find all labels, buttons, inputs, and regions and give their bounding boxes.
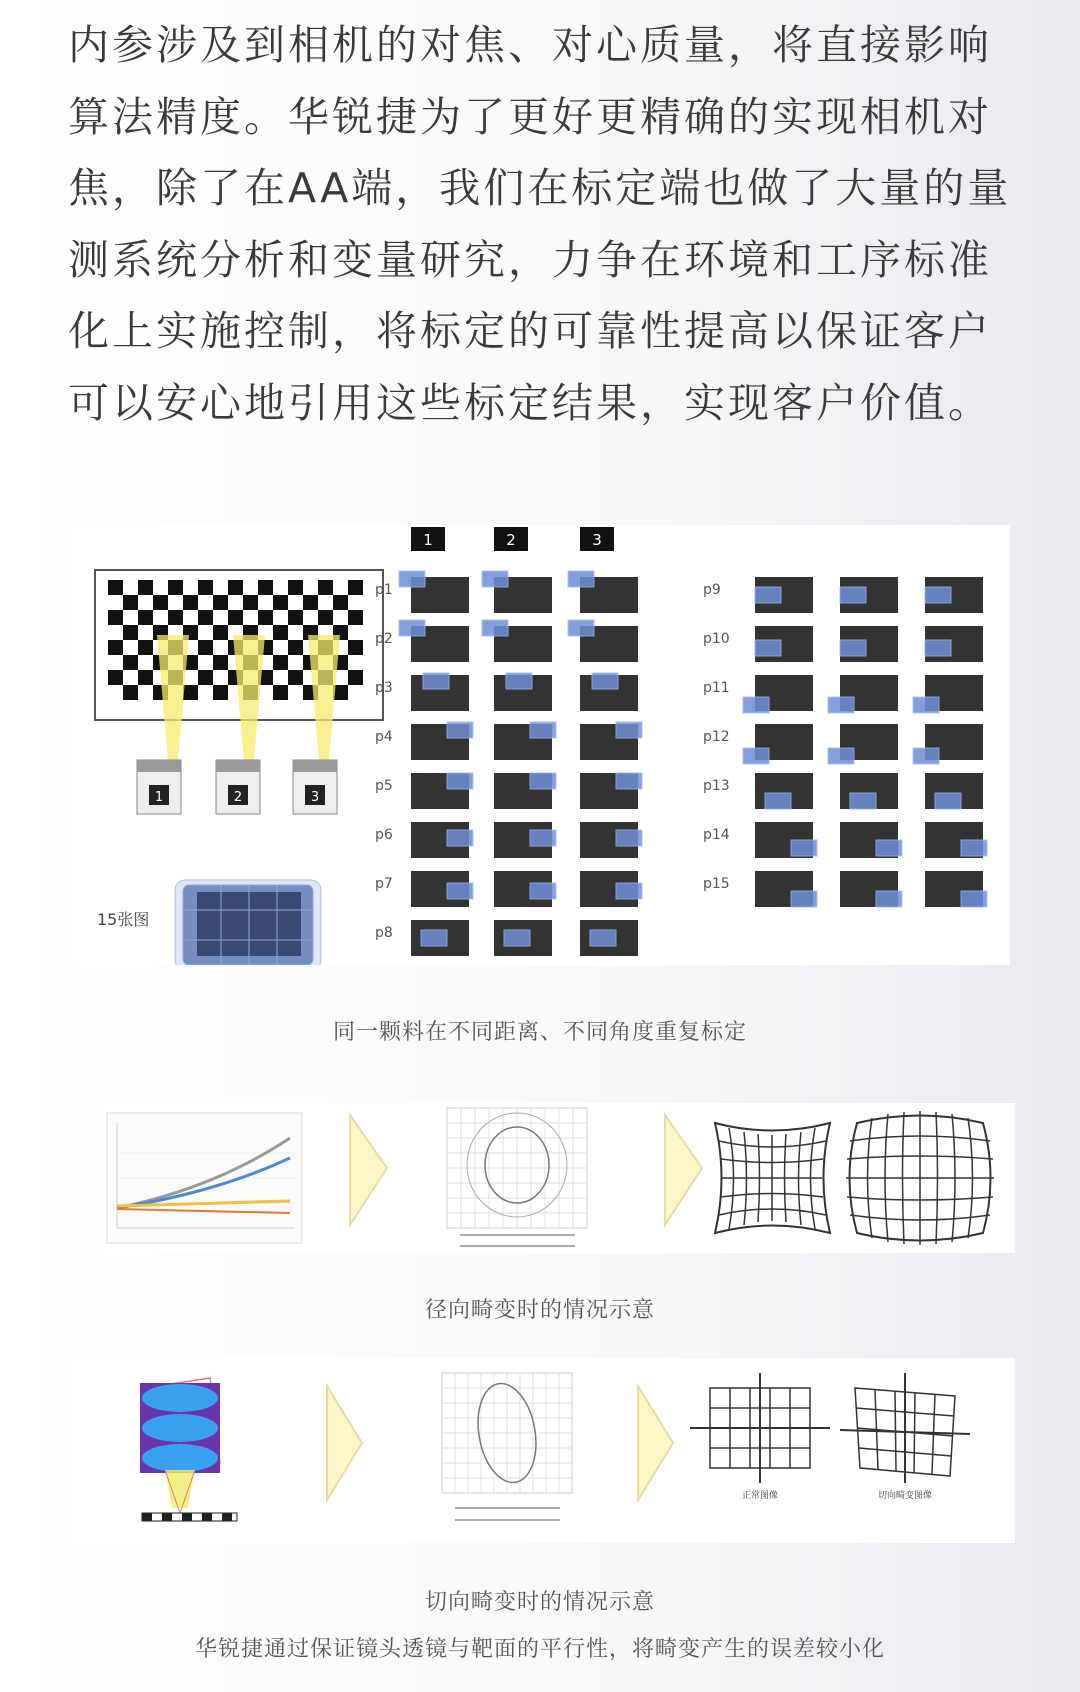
- arrow-icon-1: [350, 1115, 387, 1225]
- row-label-p1: p1: [375, 582, 393, 598]
- column-header-3: [580, 527, 614, 551]
- pincushion-grid: [715, 1123, 830, 1233]
- row-label-p13: p13: [703, 778, 730, 794]
- row-label-p2: p2: [375, 631, 393, 647]
- calibration-diagram: [75, 525, 1010, 965]
- camera-3-label: 3: [310, 790, 320, 805]
- sensor-grid-right: [703, 577, 987, 907]
- distortion-curve-plot: [107, 1113, 302, 1243]
- image-count-label: 15张图: [97, 910, 150, 929]
- arrow-icon-3: [327, 1386, 362, 1500]
- checkerboard-target: [95, 570, 383, 760]
- barrel-grid: [846, 1111, 994, 1245]
- row-label-p9: p9: [703, 582, 721, 598]
- tangential-contour-plot: [442, 1373, 572, 1520]
- tangential-distortion-figure: [70, 1358, 1015, 1543]
- column-header-2-label: 2: [506, 531, 516, 549]
- camera-2: [216, 760, 260, 814]
- camera-3: [293, 760, 337, 814]
- camera-1: [137, 760, 181, 814]
- row-label-p5: p5: [375, 778, 393, 794]
- column-header-1: [411, 527, 445, 551]
- row-label-p10: p10: [703, 631, 730, 647]
- sensor-grid-left: [375, 571, 642, 956]
- figure3-subcaption: 华锐捷通过保证镜头透镜与靶面的平行性，将畸变产生的误差较小化: [194, 1637, 885, 1662]
- column-header-3-label: 3: [592, 531, 602, 549]
- camera-2-label: 2: [233, 790, 243, 805]
- tangential-grid-label: 切向畸变图像: [877, 1491, 933, 1501]
- row-label-p6: p6: [375, 827, 393, 843]
- tangential-grid: [840, 1373, 970, 1501]
- overlay-stack-icon: [175, 880, 321, 965]
- tangential-distortion-diagram: [70, 1358, 1015, 1543]
- row-label-p11: p11: [703, 680, 730, 696]
- arrow-icon-4: [638, 1386, 673, 1500]
- lens-tilt-diagram: [140, 1378, 237, 1521]
- figure2-caption: 径向畸变时的情况示意: [424, 1298, 655, 1323]
- column-header-1-label: 1: [423, 531, 433, 549]
- row-label-p12: p12: [703, 729, 730, 745]
- normal-grid-label: 正常图像: [741, 1491, 779, 1501]
- row-label-p8: p8: [375, 925, 393, 941]
- arrow-icon-2: [665, 1115, 702, 1225]
- contour-map-plot: [447, 1108, 587, 1246]
- row-label-p4: p4: [375, 729, 393, 745]
- camera-1-label: 1: [154, 790, 164, 805]
- radial-distortion-diagram: [105, 1103, 1015, 1253]
- row-label-p7: p7: [375, 876, 393, 892]
- row-label-p3: p3: [375, 680, 393, 696]
- calibration-figure: [75, 525, 1010, 965]
- radial-distortion-figure: [105, 1103, 1015, 1253]
- figure3-caption: 切向畸变时的情况示意: [424, 1590, 655, 1615]
- figure1-caption: 同一颗料在不同距离、不同角度重复标定: [332, 1020, 747, 1045]
- row-label-p14: p14: [703, 827, 730, 843]
- row-label-p15: p15: [703, 876, 730, 892]
- column-header-2: [494, 527, 528, 551]
- normal-grid: [690, 1373, 830, 1501]
- article-paragraph: 内参涉及到相机的对焦、对心质量，将直接影响算法精度。华锐捷为了更好更精确的实现相机对焦，除了在AA端，我们在标定端也做了大量的量测系统分析和变量研究，力争在环境和工序标准化上实施控制，将标定的可靠性提高以保证客户可以安心地引用这些标定结果，实现客户价值。: [68, 21, 1012, 427]
